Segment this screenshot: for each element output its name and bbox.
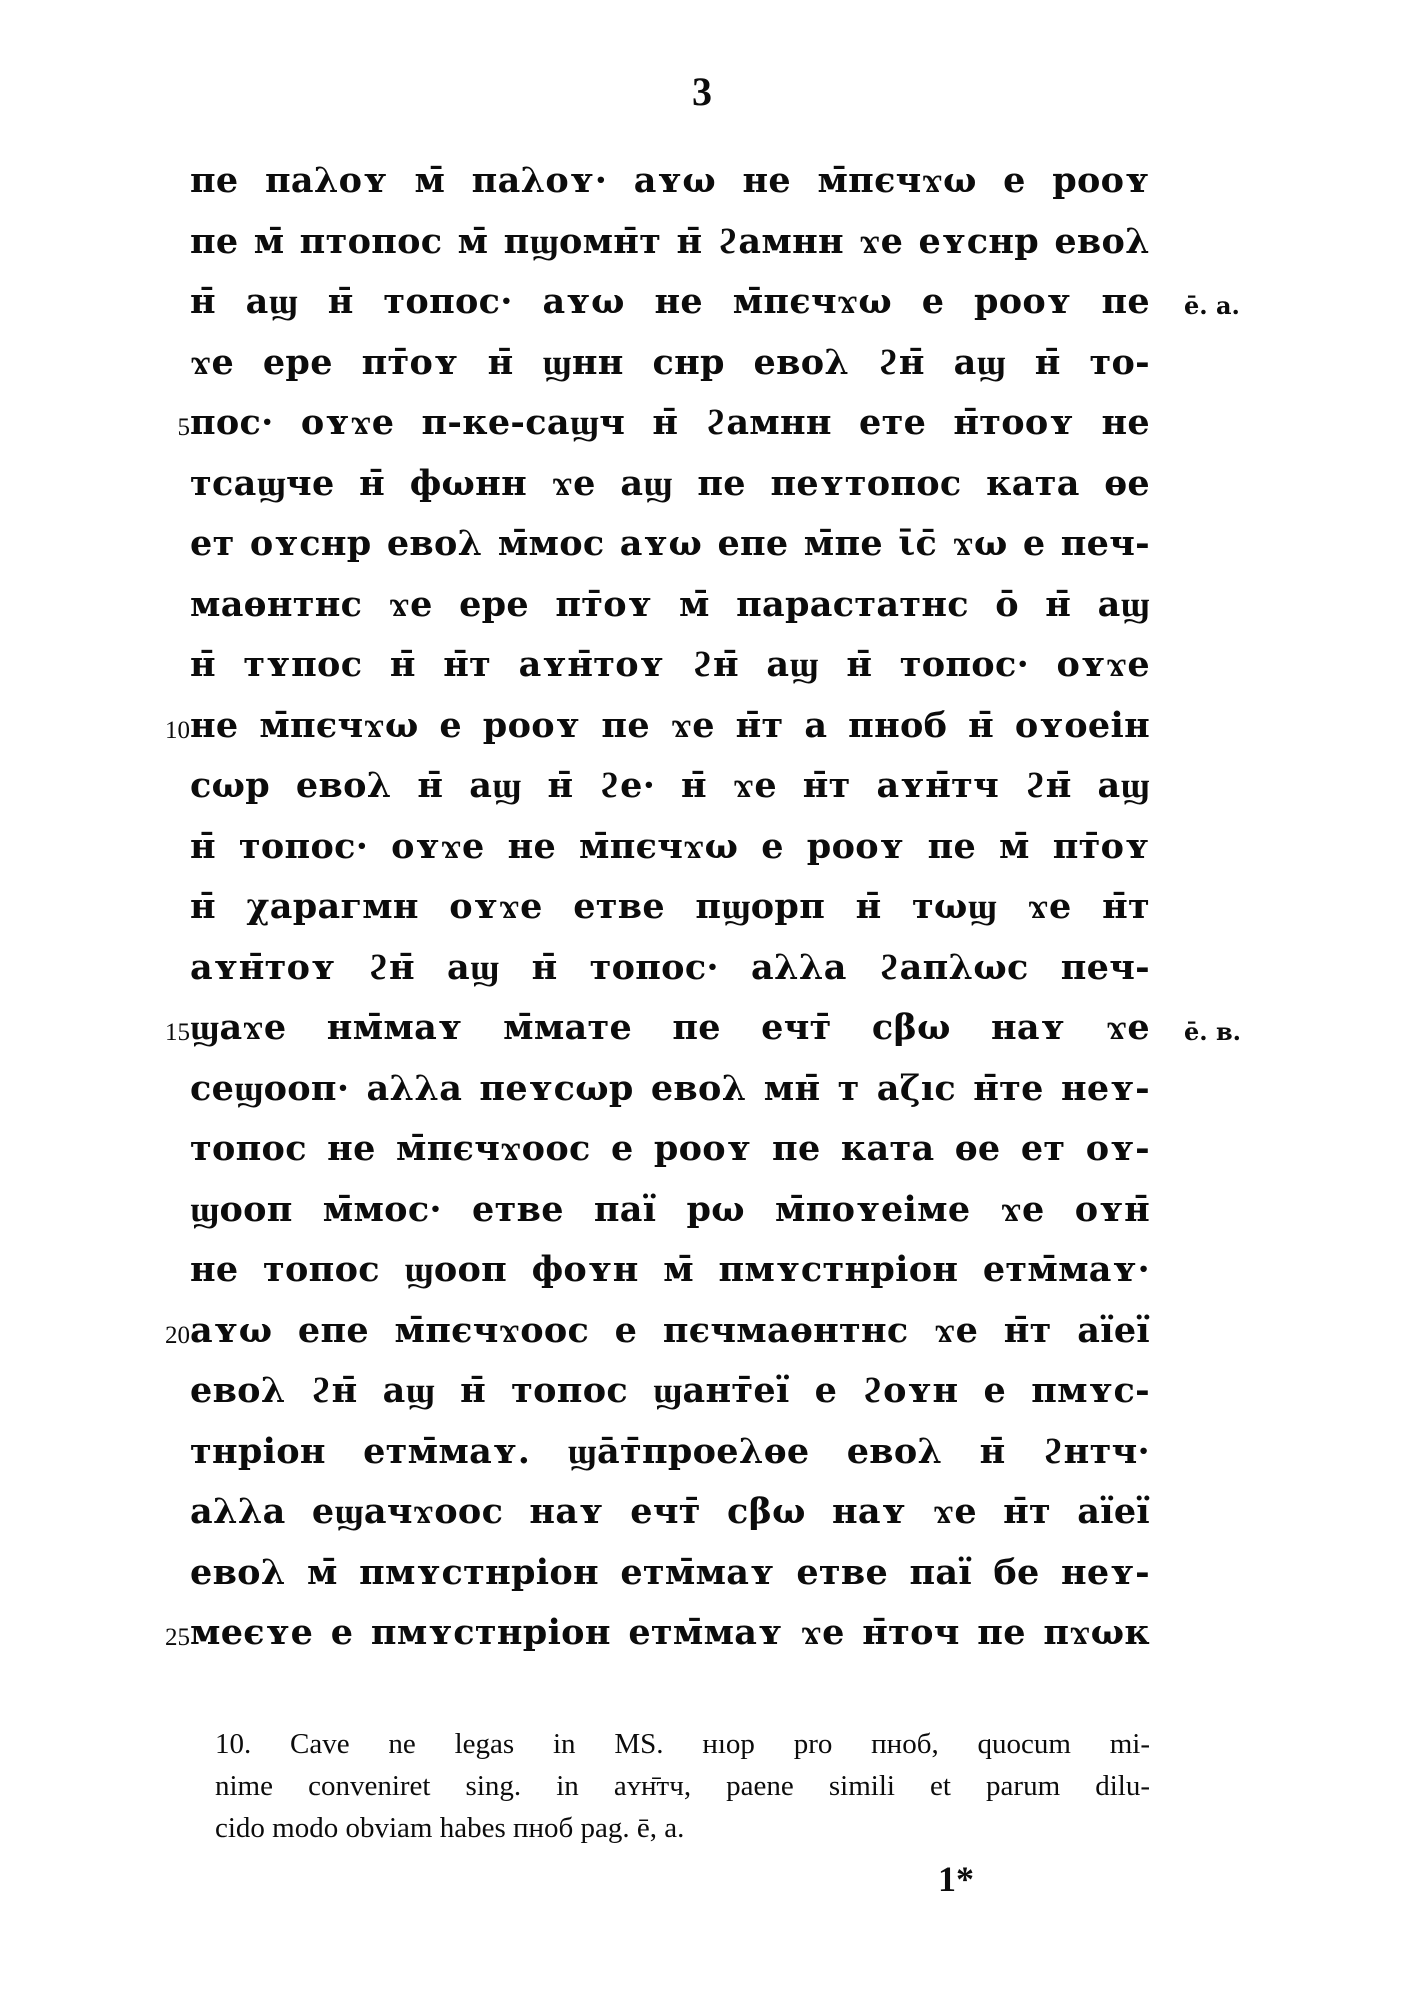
line-text: н̄ топос· оʏϫе не м̄пєчϫω е рооʏ пе м̄ пт̄оʏ bbox=[190, 825, 1150, 867]
text-line bbox=[0, 219, 1404, 280]
text-line bbox=[0, 1187, 1404, 1248]
line-text: тнріон етм̄маʏ. ϣа̄т̄проеλѳе евоλ н̄ ϩнтч· bbox=[190, 1430, 1150, 1472]
page-number: 3 bbox=[692, 69, 712, 114]
line-text: меєʏе е пмʏстнріон етм̄маʏ ϫе н̄точ пе пϫωк bbox=[190, 1612, 1150, 1653]
margin-note: ē. в. bbox=[1184, 1017, 1242, 1046]
line-text: н̄ χарагмн оʏϫе етве пϣорп н̄ тωϣ ϫе н̄т bbox=[190, 886, 1150, 927]
text-line bbox=[0, 400, 1404, 461]
margin-note: ē. а. bbox=[1184, 291, 1240, 320]
line-text: топос не м̄пєчϫоос е рооʏ пе ката ѳе ет оʏ- bbox=[190, 1128, 1150, 1169]
line-text: ϫе ере пт̄оʏ н̄ ϣнн снр евоλ ϩн̄ аϣ н̄ то- bbox=[190, 341, 1150, 383]
text-line bbox=[0, 1429, 1404, 1490]
text-line bbox=[0, 1610, 1404, 1671]
line-text: сеϣооп· аλλа пеʏсωр евоλ мн̄ т аζıс н̄те неʏ- bbox=[190, 1067, 1150, 1109]
text-line bbox=[0, 884, 1404, 945]
line-text: аʏн̄тоʏ ϩн̄ аϣ н̄ топос· аλλа ϩапλωс печ- bbox=[190, 946, 1150, 988]
line-text: н̄ тʏпос н̄ н̄т аʏн̄тоʏ ϩн̄ аϣ н̄ топос· оʏϫе bbox=[190, 644, 1150, 685]
text-line bbox=[0, 1368, 1404, 1429]
text-line bbox=[0, 461, 1404, 522]
line-text: ϣооп м̄мос· етве паї рω м̄поʏеіме ϫе оʏн̄ bbox=[190, 1188, 1150, 1230]
text-line bbox=[0, 1247, 1404, 1308]
text-line bbox=[0, 945, 1404, 1006]
text-line bbox=[0, 824, 1404, 885]
line-text: пе паλоʏ м̄ паλоʏ· аʏω не м̄пєчϫω е рооʏ bbox=[190, 160, 1150, 201]
line-text: сωр евоλ н̄ аϣ н̄ ϩе· н̄ ϫе н̄т аʏн̄тч ϩн̄ аϣ bbox=[190, 765, 1150, 806]
line-text: пе м̄ птопос м̄ пϣомн̄т н̄ ϩамнн ϫе еʏснр евоλ bbox=[190, 220, 1150, 262]
line-text: тсаϣче н̄ фωнн ϫе аϣ пе пеʏтопос ката ѳе bbox=[190, 462, 1150, 504]
text-line bbox=[0, 1066, 1404, 1127]
footnote-line bbox=[0, 1770, 1404, 1812]
line-text: ет оʏснр евоλ м̄мос аʏω епе м̄пе ῑс̄ ϫω е печ- bbox=[190, 523, 1150, 564]
line-number: 25 bbox=[165, 1624, 190, 1651]
line-number: 15 bbox=[165, 1019, 190, 1046]
text-line bbox=[0, 521, 1404, 582]
text-line bbox=[0, 340, 1404, 401]
main-text bbox=[0, 158, 1404, 1671]
footnote-text: 10. Cave ne legas in MS. нıор pro пноб, quocum mi- bbox=[215, 1728, 1150, 1760]
line-text: не топос ϣооп фоʏн м̄ пмʏстнріон етм̄маʏ· bbox=[190, 1249, 1150, 1290]
line-text: н̄ аϣ н̄ топос· аʏω не м̄пєчϫω е рооʏ пе bbox=[190, 281, 1150, 322]
line-text: аʏω епе м̄пєчϫоос е пєчмаѳнтнс ϫе н̄т аїеї bbox=[190, 1309, 1150, 1351]
footnote-text: cido modo obviam habes пноб pag. ē, а. bbox=[215, 1812, 685, 1844]
text-line bbox=[0, 158, 1404, 219]
signature-mark: 1* bbox=[938, 1859, 974, 1899]
text-line bbox=[0, 1308, 1404, 1369]
line-number: 5 bbox=[177, 414, 190, 441]
line-text: евоλ ϩн̄ аϣ н̄ топос ϣант̄еї е ϩоʏн е пмʏс- bbox=[190, 1370, 1150, 1411]
line-text: пос· оʏϫе п-ке-саϣч н̄ ϩамнн ете н̄тооʏ не bbox=[190, 402, 1150, 443]
line-text: не м̄пєчϫω е рооʏ пе ϫе н̄т а пноб н̄ оʏоеін bbox=[190, 704, 1150, 746]
line-number: 10 bbox=[165, 716, 190, 744]
text-line bbox=[0, 1126, 1404, 1187]
line-text: маѳнтнс ϫе ере пт̄оʏ м̄ парастатнс о̄ н̄ аϣ bbox=[190, 583, 1150, 625]
line-text: евоλ м̄ пмʏстнріон етм̄маʏ етве паї бе неʏ- bbox=[190, 1551, 1150, 1593]
text-line bbox=[0, 703, 1404, 764]
text-line bbox=[0, 279, 1404, 340]
text-line bbox=[0, 582, 1404, 643]
text-line bbox=[0, 642, 1404, 703]
line-text: аλλа еϣачϫоос наʏ ечт̄ сβω наʏ ϫе н̄т аїеї bbox=[190, 1491, 1150, 1532]
footnote-line bbox=[0, 1728, 1404, 1770]
footnote-text: nime conveniret sing. in аʏн̄тч, paene simili et parum dilu- bbox=[215, 1770, 1150, 1802]
text-line bbox=[0, 1489, 1404, 1550]
line-text: ϣаϫе нм̄маʏ м̄мате пе ечт̄ сβω наʏ ϫе bbox=[190, 1007, 1150, 1048]
text-line bbox=[0, 763, 1404, 824]
footnote-line bbox=[0, 1812, 1404, 1854]
text-line bbox=[0, 1005, 1404, 1066]
footnote bbox=[0, 1728, 1404, 1854]
line-number: 20 bbox=[165, 1321, 190, 1349]
text-line bbox=[0, 1550, 1404, 1611]
